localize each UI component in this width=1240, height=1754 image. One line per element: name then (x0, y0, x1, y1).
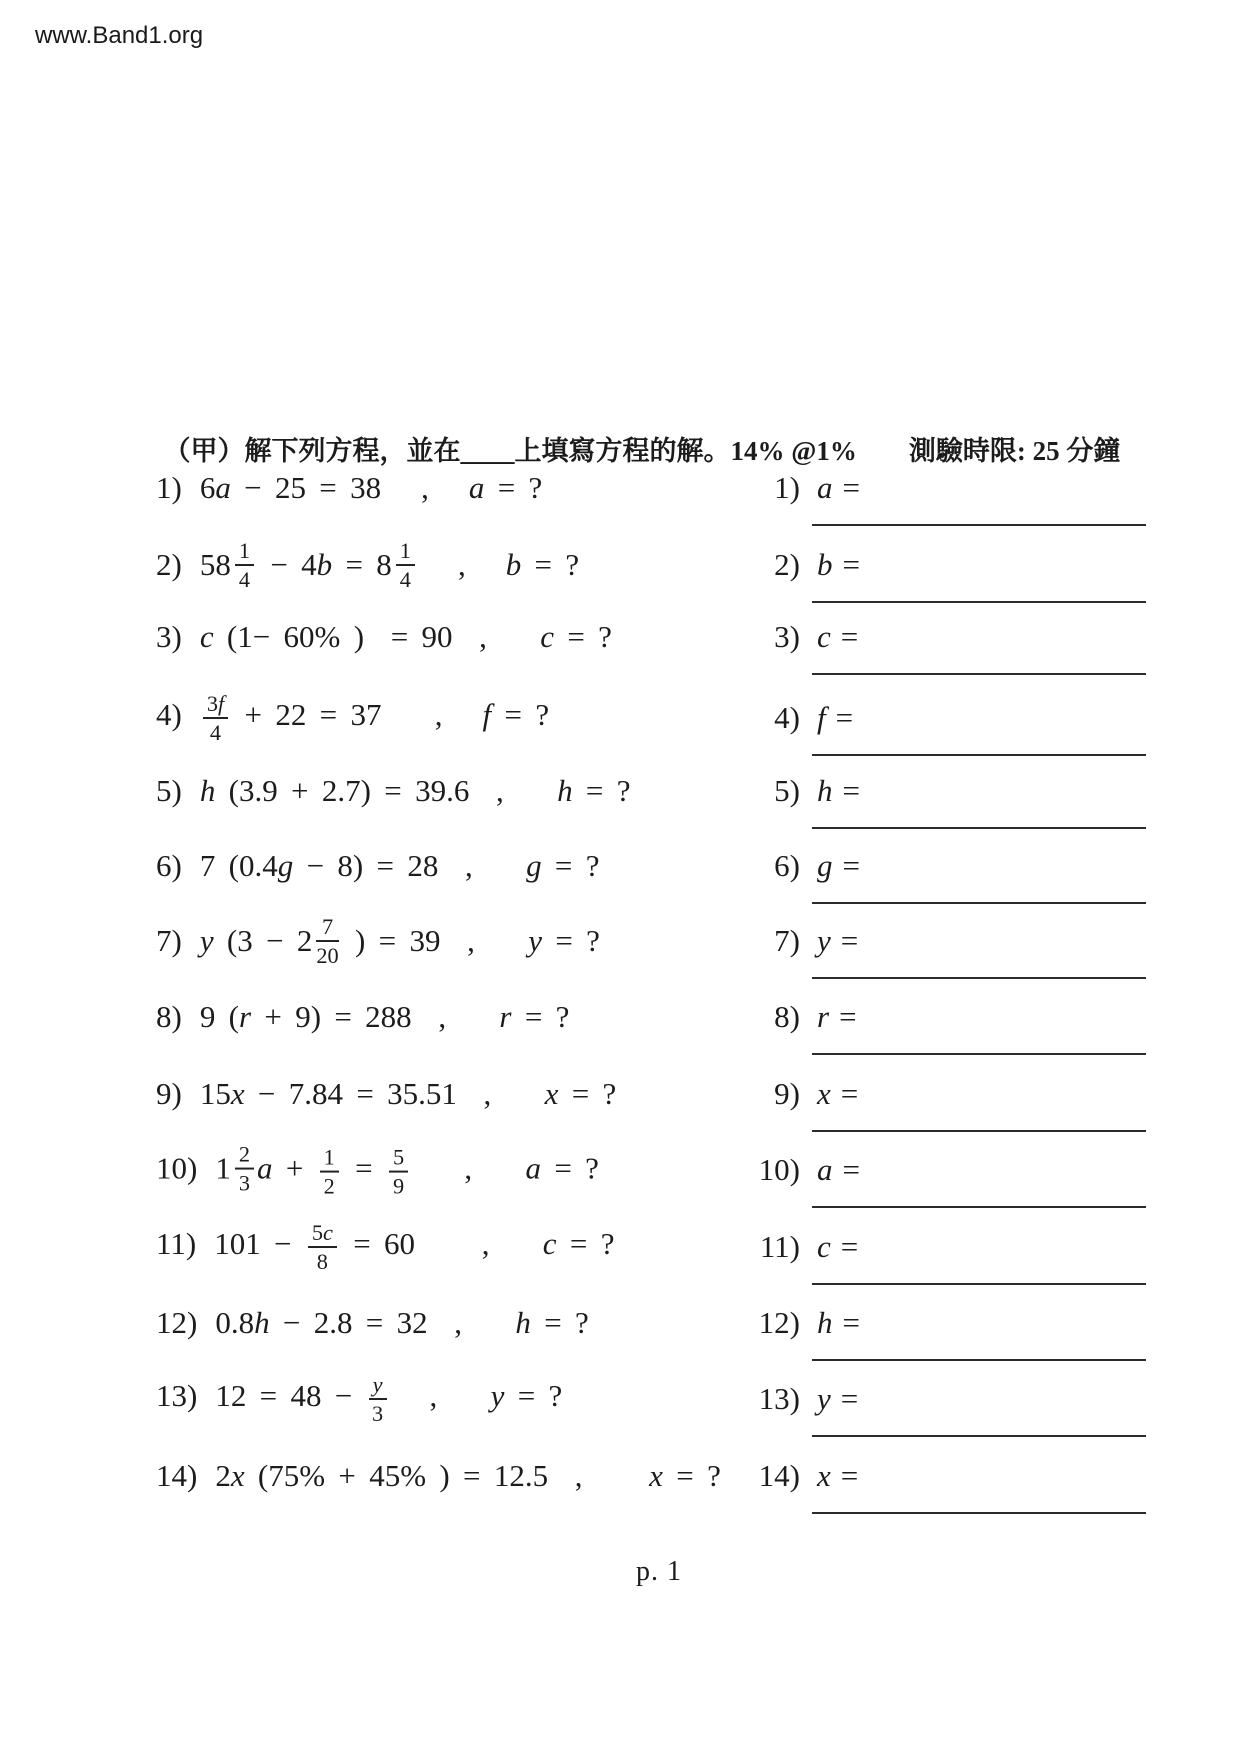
equation-text: = ? (572, 773, 631, 808)
answer-blank-line (812, 754, 1146, 756)
fraction-denominator (320, 1172, 339, 1198)
answer-number: 4) (774, 700, 800, 735)
equation (200, 999, 570, 1034)
answer-number: 6) (774, 848, 800, 883)
equation-text: 4 (209, 720, 222, 745)
equation-text: 2 (323, 1173, 335, 1199)
variable: x (544, 1076, 559, 1111)
equation (215, 1372, 563, 1426)
variable: a (468, 470, 485, 505)
equation-text: 3 (206, 691, 218, 717)
answer-variable: x (817, 1076, 831, 1111)
equation-text: , (417, 547, 506, 582)
problem-row (156, 470, 542, 506)
problem-number: 9) (156, 1076, 182, 1111)
equals-sign: = (842, 1152, 860, 1187)
answer-row (712, 470, 860, 506)
equation (200, 470, 542, 505)
equation (200, 619, 612, 654)
equation-text: = ? (558, 1076, 617, 1111)
mixed-whole: 8 (376, 547, 392, 582)
equals-sign: = (842, 470, 860, 505)
equation-text: = (332, 547, 377, 582)
equals-sign: = (835, 700, 854, 735)
equation-text: 6 (199, 470, 216, 505)
page-number: p. 1 (636, 1556, 682, 1587)
problem-row (156, 1458, 721, 1494)
answer-row (712, 547, 860, 583)
variable: y (199, 923, 214, 958)
equation-text: 5 (392, 1144, 405, 1170)
answer-row (712, 1229, 858, 1265)
equals-sign: = (840, 1458, 859, 1493)
answer-blank-line (812, 1283, 1146, 1285)
fraction (308, 1220, 337, 1274)
answer-variable: g (817, 848, 833, 883)
fraction-denominator: 4 (238, 567, 250, 592)
variable: g (526, 848, 542, 883)
equation-text: + (272, 1150, 317, 1186)
mixed-number (297, 914, 342, 968)
equation-text: = ? (521, 547, 580, 582)
answer-blank-line (812, 524, 1146, 526)
answer-blank-line (812, 827, 1146, 829)
fraction (316, 914, 338, 968)
variable: a (215, 470, 231, 505)
answer-blank-line (812, 1053, 1146, 1055)
variable: b (505, 547, 522, 582)
answer-number: 9) (774, 1076, 800, 1111)
fraction-numerator: 1 (235, 538, 254, 566)
answer-blank-line (812, 673, 1146, 675)
variable: y (528, 923, 542, 958)
equation (200, 1076, 616, 1111)
answer-variable: c (817, 1229, 831, 1264)
variable: x (230, 1076, 245, 1111)
answer-number: 1) (774, 470, 800, 505)
fraction (389, 1144, 408, 1198)
problem-number: 14) (156, 1458, 198, 1493)
variable: h (515, 1305, 531, 1340)
problem-row (156, 1220, 614, 1274)
fraction-denominator (389, 1172, 408, 1198)
equation-text: 2 (215, 1458, 231, 1493)
mixed-number (200, 538, 257, 592)
answer-number: 2) (774, 547, 800, 582)
variable: f (217, 691, 225, 717)
problem-row (156, 619, 612, 655)
answer-variable: h (817, 773, 833, 808)
equation-text: − 7.84 = 35.51 , (244, 1076, 545, 1111)
mixed-whole: 1 (215, 1150, 231, 1186)
answer-variable: b (817, 547, 833, 582)
equation-text: (3.9 + 2.7) = 39.6 , (215, 773, 558, 808)
equals-sign: = (842, 547, 860, 582)
answer-variable: h (817, 1305, 833, 1340)
problem-number: 10) (156, 1150, 198, 1186)
fraction-numerator: 7 (316, 914, 338, 942)
answer-number: 8) (774, 999, 800, 1034)
answer-row (712, 923, 858, 959)
equation (199, 914, 600, 968)
problem-number: 11) (156, 1226, 197, 1262)
equation-text: − 4 (256, 547, 317, 582)
answer-row (712, 700, 853, 736)
variable: c (542, 1226, 557, 1262)
fraction (320, 1144, 339, 1198)
answer-variable: y (817, 1381, 831, 1416)
equals-sign: = (840, 923, 859, 958)
problem-number: 4) (156, 697, 182, 733)
answer-row (712, 1381, 858, 1417)
problem-number: 12) (156, 1305, 198, 1340)
answer-blank-line (812, 601, 1146, 603)
variable: c (199, 619, 214, 654)
equation-text: = ? (541, 1150, 599, 1186)
fraction-denominator (369, 1400, 387, 1426)
equals-sign: = (842, 848, 860, 883)
equation (215, 1305, 588, 1340)
equation-text: 9 ( (199, 999, 239, 1034)
mixed-whole: 2 (296, 923, 313, 958)
problem-number: 2) (156, 547, 182, 582)
equation-text: 7 (0.4 (199, 848, 278, 883)
problem-row (156, 1076, 616, 1112)
equation-text: − 2.8 = 32 , (269, 1305, 516, 1340)
mixed-whole: 58 (199, 547, 231, 582)
equals-sign: = (842, 1305, 860, 1340)
fraction-denominator: 3 (238, 1170, 250, 1196)
problem-number: 7) (156, 923, 182, 958)
equation-text: 9 (392, 1173, 405, 1199)
equation-text: = ? (530, 1305, 589, 1340)
equation (215, 1458, 721, 1493)
problem-row (156, 1372, 562, 1426)
fraction (396, 538, 415, 592)
answer-variable: f (817, 700, 826, 735)
fraction (235, 1142, 254, 1196)
equation-text: − 8) = 28 , (293, 848, 527, 883)
answer-number: 12) (758, 1305, 800, 1340)
equation-text: 3 (372, 1401, 384, 1426)
fraction (203, 691, 228, 745)
answer-blank-line (812, 1130, 1146, 1132)
problem-number: 3) (156, 619, 182, 654)
answer-row (712, 848, 860, 884)
equation-text: ) = 39 , (341, 923, 529, 958)
equation-text: = (341, 1150, 386, 1186)
answer-blank-line (812, 977, 1146, 979)
answer-variable: a (817, 1152, 833, 1187)
answer-blank-line (812, 1359, 1146, 1361)
answer-row (712, 1305, 860, 1341)
answer-variable: x (817, 1458, 831, 1493)
equation-text: 5 (311, 1220, 323, 1246)
variable: y (372, 1372, 383, 1398)
answer-row (712, 1458, 858, 1494)
equation-text: 8 (316, 1249, 328, 1274)
answer-number: 13) (758, 1381, 800, 1416)
watermark-url: www.Band1.org (35, 22, 204, 49)
equation-text: + 22 = 37 , (231, 697, 483, 733)
fraction (369, 1372, 387, 1426)
fraction-numerator (369, 1372, 387, 1400)
answer-number: 3) (774, 619, 800, 654)
equals-sign: = (840, 619, 859, 654)
mixed-number (376, 538, 418, 592)
variable: c (540, 619, 555, 654)
answer-blank-line (812, 1206, 1146, 1208)
instructions-text: （甲）解下列方程，並在____上填寫方程的解。14% @1% (163, 436, 857, 466)
answer-blank-line (812, 1512, 1146, 1514)
answer-blank-line (812, 902, 1146, 904)
equals-sign: = (839, 999, 857, 1034)
equation-text: = ? (511, 999, 570, 1034)
answer-row (712, 619, 858, 655)
variable: h (557, 773, 573, 808)
problem-row (156, 538, 579, 592)
fraction-numerator (203, 691, 228, 719)
fraction-numerator: 2 (235, 1142, 254, 1170)
equation (214, 1220, 615, 1274)
variable: f (482, 697, 492, 733)
equation-text: = ? (542, 923, 600, 958)
fraction-denominator: 20 (316, 943, 339, 968)
equation-text: = ? (556, 1226, 615, 1262)
variable: b (316, 547, 333, 582)
fraction-numerator (320, 1144, 339, 1172)
answer-number: 10) (758, 1152, 800, 1187)
equation-text: = ? (504, 1378, 563, 1414)
equation-text: = 60 , (339, 1226, 543, 1262)
problem-number: 6) (156, 848, 182, 883)
variable: h (254, 1305, 270, 1340)
equation-text: (75% + 45% ) = 12.5 , (244, 1458, 650, 1493)
fraction-numerator: 1 (396, 538, 415, 566)
equation-text: 1 (323, 1144, 335, 1170)
answer-number: 7) (774, 923, 800, 958)
answer-variable: r (817, 999, 830, 1034)
fraction-denominator (203, 719, 228, 745)
mixed-number (215, 1142, 257, 1196)
problem-number: 5) (156, 773, 182, 808)
problem-row (156, 848, 599, 884)
equation (200, 691, 550, 745)
variable: x (649, 1458, 663, 1493)
equation-text: + 9) = 288 , (251, 999, 500, 1034)
equation-text: = ? (662, 1458, 721, 1493)
equals-sign: = (840, 1076, 859, 1111)
problem-number: 13) (156, 1378, 198, 1414)
equation (199, 538, 580, 592)
problem-row (156, 1142, 599, 1199)
equals-sign: = (840, 1381, 859, 1416)
problem-number: 8) (156, 999, 182, 1034)
equation-text: (3 − (213, 923, 297, 958)
variable: x (230, 1458, 245, 1493)
equation-text: − 25 = 38 , (230, 470, 469, 505)
answer-row (712, 773, 860, 809)
problem-row (156, 1305, 589, 1341)
time-limit-text: 測驗時限: 25 分鐘 (908, 436, 1121, 466)
equals-sign: = (842, 773, 860, 808)
problem-row (156, 914, 600, 968)
answer-variable: a (817, 470, 833, 505)
answer-row (712, 999, 857, 1035)
answer-row (712, 1076, 858, 1112)
equation-text: = ? (554, 619, 612, 654)
answer-number: 5) (774, 773, 800, 808)
equals-sign: = (840, 1229, 859, 1264)
answer-blank-line (812, 1435, 1146, 1437)
equation-text: = ? (491, 697, 550, 733)
equation-text: 15 (199, 1076, 231, 1111)
equation (200, 773, 631, 808)
variable: y (490, 1378, 505, 1414)
problem-row (156, 999, 569, 1035)
equation-text: , (389, 1378, 491, 1414)
equation (200, 848, 600, 883)
answer-variable: c (817, 619, 831, 654)
fraction-denominator (308, 1248, 337, 1274)
equation-text: 12 = 48 − (215, 1378, 366, 1414)
fraction-numerator (308, 1220, 337, 1248)
problem-row (156, 691, 549, 745)
variable: c (323, 1220, 333, 1246)
problem-number: 1) (156, 470, 182, 505)
answer-number: 14) (758, 1458, 800, 1493)
fraction (235, 538, 254, 592)
variable: r (238, 999, 252, 1034)
equation (215, 1141, 599, 1199)
variable: a (525, 1150, 541, 1186)
equation-text: = ? (484, 470, 543, 505)
section-title (150, 398, 1160, 468)
equation-text: = ? (541, 848, 600, 883)
equation-text: , (411, 1150, 526, 1186)
answer-variable: y (817, 923, 831, 958)
variable: g (277, 848, 294, 883)
equation-text: 0.8 (215, 1305, 255, 1340)
fraction-denominator: 4 (399, 567, 411, 592)
fraction-numerator (389, 1144, 408, 1172)
equation-text: 101 − (214, 1226, 305, 1262)
answer-number: 11) (759, 1229, 800, 1264)
variable: a (256, 1150, 273, 1186)
equation-text: (1− 60% ) = 90 , (213, 619, 541, 654)
problem-row (156, 773, 630, 809)
variable: h (199, 773, 216, 808)
answer-row (712, 1152, 860, 1188)
variable: r (499, 999, 512, 1034)
